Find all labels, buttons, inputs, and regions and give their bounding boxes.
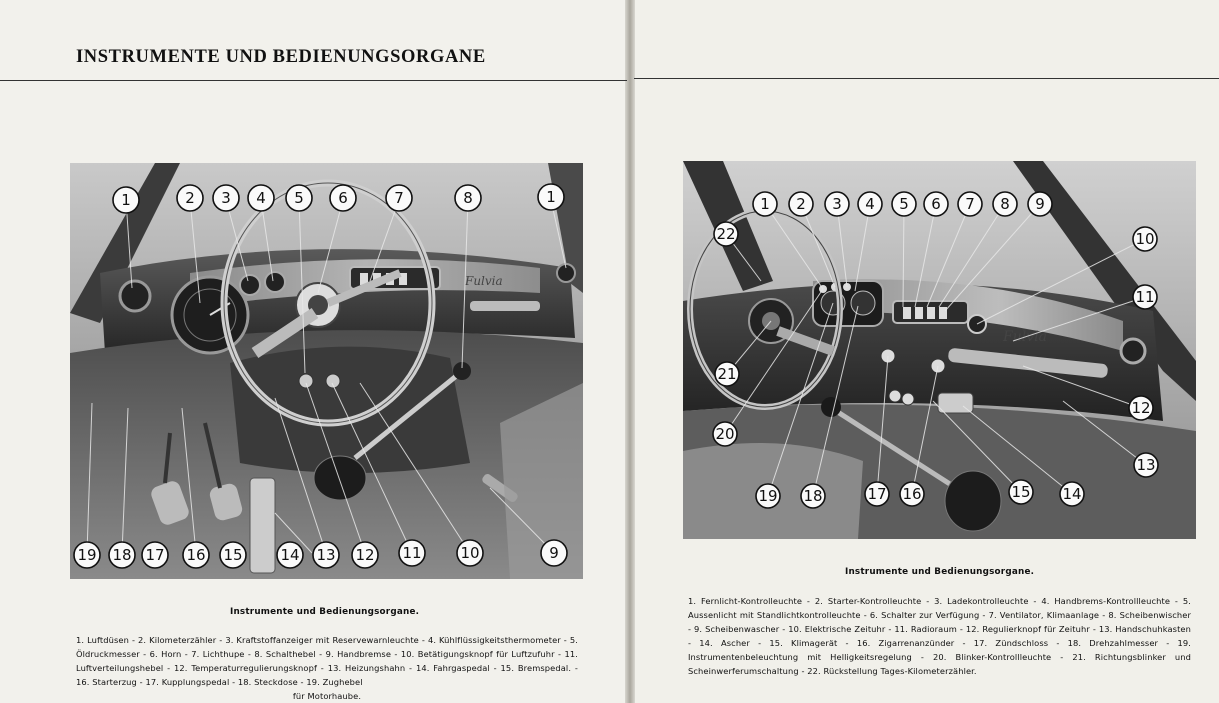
left-caption-text: 1. Luftdüsen - 2. Kilometerzähler - 3. Kraftstoffanzeiger mit Reservewarnleuchte - 4. Kühlflüssigkeitsthermometer - 5. Öldruckmesser - 6. Horn - 7. Lichthupe - 8. Schalthebel - 9. Handbremse - 10. Betätigungsknopf für Luftzufuhr - 11. Luftverteilungshebel - 12. Temperaturregulierungsknopf - 13. Heizungshahn - 14. Fahrgaspedal - 15. Bremspedal. - 16. Starterzug - 17. Kupplungspedal - 18. Steckdose - 19. Zughebel <box>76 635 578 687</box>
right-callout-16 <box>900 482 924 506</box>
svg-text:9: 9 <box>549 544 559 562</box>
right-callout-14 <box>1060 482 1084 506</box>
fulvia-badge-right: Fulvia <box>1003 329 1047 345</box>
svg-text:18: 18 <box>803 487 823 505</box>
svg-text:8: 8 <box>1000 195 1010 213</box>
left-callout-3 <box>213 185 239 211</box>
svg-text:18: 18 <box>112 546 132 564</box>
right-callout-1 <box>753 192 777 216</box>
svg-text:13: 13 <box>316 546 336 564</box>
right-callout-6 <box>924 192 948 216</box>
svg-text:12: 12 <box>1131 399 1151 417</box>
left-callout-8 <box>455 185 481 211</box>
svg-text:15: 15 <box>1011 483 1031 501</box>
left-callout-1a <box>113 187 139 213</box>
right-callout-4 <box>858 192 882 216</box>
svg-text:10: 10 <box>460 544 480 562</box>
svg-text:1: 1 <box>760 195 770 213</box>
right-callout-22 <box>714 222 738 246</box>
svg-text:17: 17 <box>145 546 165 564</box>
svg-text:13: 13 <box>1136 456 1156 474</box>
left-callout-17 <box>142 542 168 568</box>
left-dashboard-photo <box>70 163 583 579</box>
svg-text:5: 5 <box>899 195 909 213</box>
left-callout-2 <box>177 185 203 211</box>
right-callout-12 <box>1129 396 1153 420</box>
right-callout-21 <box>715 362 739 386</box>
svg-text:6: 6 <box>338 189 348 207</box>
left-callout-12 <box>352 542 378 568</box>
svg-text:2: 2 <box>796 195 806 213</box>
page-title: INSTRUMENTE UND BEDIENUNGSORGANE <box>76 47 486 67</box>
left-callout-14 <box>277 542 303 568</box>
svg-text:3: 3 <box>221 189 231 207</box>
right-callout-10 <box>1133 227 1157 251</box>
right-callout-19 <box>756 484 780 508</box>
right-caption-title: Instrumente und Bedienungsorgane. <box>845 567 1035 577</box>
left-callout-4 <box>248 185 274 211</box>
right-callout-20 <box>713 422 737 446</box>
book-gutter <box>625 0 635 703</box>
svg-text:6: 6 <box>931 195 941 213</box>
title-rule-right <box>634 78 1219 79</box>
svg-text:22: 22 <box>716 225 736 243</box>
right-callout-15 <box>1009 480 1033 504</box>
left-callout-5 <box>286 185 312 211</box>
right-callout-2 <box>789 192 813 216</box>
title-rule-left <box>0 80 627 81</box>
right-callout-17 <box>865 482 889 506</box>
svg-text:3: 3 <box>832 195 842 213</box>
svg-text:19: 19 <box>77 546 97 564</box>
left-callout-15 <box>220 542 246 568</box>
svg-text:7: 7 <box>394 189 404 207</box>
right-callout-3 <box>825 192 849 216</box>
left-callout-10 <box>457 540 483 566</box>
svg-text:9: 9 <box>1035 195 1045 213</box>
right-dashboard-photo <box>683 161 1196 539</box>
left-callout-18 <box>109 542 135 568</box>
svg-text:1: 1 <box>546 188 556 206</box>
left-callout-7 <box>386 185 412 211</box>
left-callout-16 <box>183 542 209 568</box>
right-callout-11 <box>1133 285 1157 309</box>
right-callout-18 <box>801 484 825 508</box>
svg-text:14: 14 <box>280 546 300 564</box>
svg-text:1: 1 <box>121 191 131 209</box>
svg-text:16: 16 <box>186 546 206 564</box>
left-callout-9 <box>541 540 567 566</box>
left-callout-11 <box>399 540 425 566</box>
svg-text:4: 4 <box>256 189 266 207</box>
svg-text:2: 2 <box>185 189 195 207</box>
left-callout-6 <box>330 185 356 211</box>
svg-text:17: 17 <box>867 485 887 503</box>
svg-text:5: 5 <box>294 189 304 207</box>
right-callout-8 <box>993 192 1017 216</box>
svg-text:7: 7 <box>965 195 975 213</box>
left-callout-13 <box>313 542 339 568</box>
svg-text:21: 21 <box>717 365 737 383</box>
svg-text:16: 16 <box>902 485 922 503</box>
left-caption-body <box>76 633 578 703</box>
right-callout-9 <box>1028 192 1052 216</box>
svg-text:11: 11 <box>1135 288 1155 306</box>
svg-text:4: 4 <box>865 195 875 213</box>
right-callout-13 <box>1134 453 1158 477</box>
svg-text:15: 15 <box>223 546 243 564</box>
fulvia-badge-left: Fulvia <box>465 274 503 288</box>
right-caption-body: 1. Fernlicht-Kontrolleuchte - 2. Starter-Kontrolleuchte - 3. Ladekontrolleuchte - 4. Handbrems-Kontrollleuchte - 5. Aussenlicht mit Standlichtkontrolleuchte - 6. Schalter zur Verfügung - 7. Ventilator, Klimaanlage - 8. Scheibenwischer - 9. Scheibenwascher - 10. Elektrische Zeituhr - 11. Radioraum - 12. Regulierknopf für Zeituhr - 13. Handschuhkasten - 14. Ascher - 15. Klimagerät - 16. Zigarrenanzünder - 17. Zündschloss - 18. Drehzahlmesser - 19. Instrumentenbeleuchtung mit Helligkeitsregelung - 20. Blinker-Kontrollleuchte - 21. Richtungsblinker und Scheinwerferumschaltung - 22. Rückstellung Tages-Kilometerzähler. <box>688 596 1191 676</box>
left-callout-19 <box>74 542 100 568</box>
left-caption-last-line: für Motorhaube. <box>292 691 362 701</box>
svg-text:11: 11 <box>402 544 422 562</box>
svg-text:14: 14 <box>1062 485 1082 503</box>
svg-text:20: 20 <box>715 425 735 443</box>
svg-text:10: 10 <box>1135 230 1155 248</box>
left-caption-title: Instrumente und Bedienungsorgane. <box>230 607 420 617</box>
svg-text:19: 19 <box>758 487 778 505</box>
left-callout-1b <box>538 184 564 210</box>
svg-text:12: 12 <box>355 546 375 564</box>
right-callout-7 <box>958 192 982 216</box>
svg-text:8: 8 <box>463 189 473 207</box>
right-callout-5 <box>892 192 916 216</box>
